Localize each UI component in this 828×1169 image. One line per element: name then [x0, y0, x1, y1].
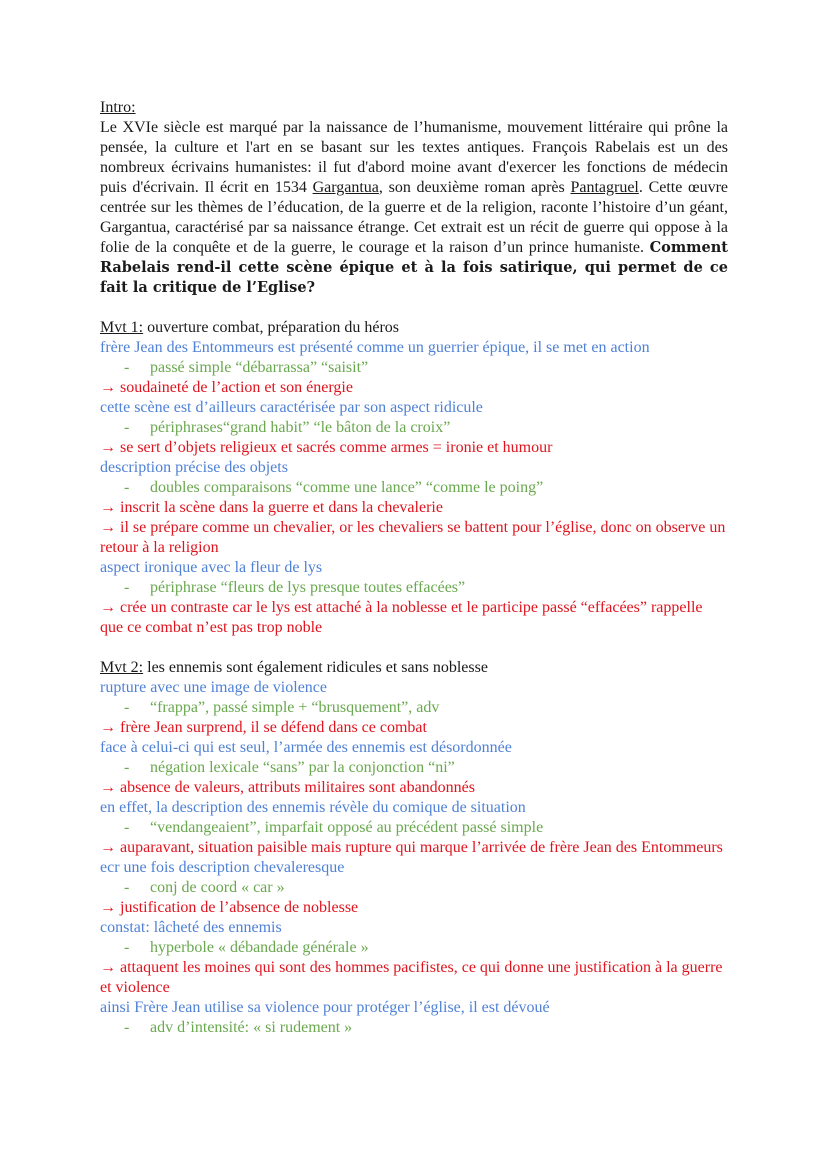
line-text: aspect ironique avec la fleur de lys [100, 559, 323, 576]
line-text: “vendangeaient”, imparfait opposé au précédent passé simple [150, 819, 544, 836]
procede-item [100, 758, 728, 778]
bullet-dash: - [124, 699, 130, 716]
line-text: négation lexicale “sans” par la conjonction “ni” [150, 759, 455, 776]
line-text: en effet, la description des ennemis révèle du comique de situation [100, 799, 526, 816]
procede-item [100, 478, 728, 498]
bullet-dash: - [124, 1019, 130, 1036]
bullet-dash: - [124, 759, 130, 776]
interpretation-line [100, 598, 728, 638]
interpretation-line [100, 958, 728, 998]
analysis-point [100, 858, 728, 878]
intro-text: Le XVIe siècle est marqué par la naissance de l’humanisme, mouvement littéraire qui prône la pensée, la culture et l'art en se basant sur les textes antiques. François Rabelais est un des nombreux écrivains humanistes: il fut d'abord moine avant d'exercer les fonctions de médecin puis d'écrivain. Il écrit en 1534 [100, 119, 728, 196]
analysis-point [100, 738, 728, 758]
line-text: description précise des objets [100, 459, 288, 476]
line-text: → auparavant, situation paisible mais rupture qui marque l’arrivée de frère Jean des Entommeurs [100, 839, 723, 856]
analysis-point [100, 798, 728, 818]
line-text: passé simple “débarrassa” “saisit” [150, 359, 369, 376]
line-text: adv d’intensité: « si rudement » [150, 1019, 353, 1036]
mvt2-lines [100, 678, 728, 1038]
document-page [100, 98, 728, 1038]
procede-item [100, 418, 728, 438]
interpretation-line [100, 378, 728, 398]
procede-item [100, 358, 728, 378]
line-text: frère Jean des Entommeurs est présenté comme un guerrier épique, il se met en action [100, 339, 650, 356]
line-text: → il se prépare comme un chevalier, or les chevaliers se battent pour l’église, donc on observe un retour à la religion [100, 519, 726, 556]
procede-item [100, 878, 728, 898]
procede-item [100, 1018, 728, 1038]
bullet-dash: - [124, 479, 130, 496]
intro-paragraph [100, 118, 728, 298]
mvt1-label: Mvt 1: [100, 319, 144, 336]
line-text: → frère Jean surprend, il se défend dans ce combat [100, 719, 427, 736]
interpretation-line [100, 498, 728, 518]
line-text: → inscrit la scène dans la guerre et dans la chevalerie [100, 499, 443, 516]
line-text: → crée un contraste car le lys est attaché à la noblesse et le participe passé “effacées” rappelle que ce combat n’est pas trop noble [100, 599, 703, 636]
analysis-point [100, 918, 728, 938]
line-text: “frappa”, passé simple + “brusquement”, adv [150, 699, 440, 716]
interpretation-line [100, 838, 728, 858]
line-text: hyperbole « débandade générale » [150, 939, 369, 956]
procede-item [100, 578, 728, 598]
problematique: Comment Rabelais rend-il cette scène épique et à la fois satirique, qui permet de ce fait la critique de l’Eglise? [100, 239, 728, 296]
bullet-dash: - [124, 819, 130, 836]
analysis-point [100, 558, 728, 578]
intro-heading: Intro: [100, 99, 136, 116]
analysis-point [100, 398, 728, 418]
interpretation-line [100, 718, 728, 738]
line-text: doubles comparaisons “comme une lance” “comme le poing” [150, 479, 544, 496]
line-text: → absence de valeurs, attributs militaires sont abandonnés [100, 779, 476, 796]
bullet-dash: - [124, 359, 130, 376]
procede-item [100, 818, 728, 838]
bullet-dash: - [124, 419, 130, 436]
line-text: périphrase “fleurs de lys presque toutes effacées” [150, 579, 466, 596]
line-text: face à celui-ci qui est seul, l’armée des ennemis est désordonnée [100, 739, 512, 756]
bullet-dash: - [124, 579, 130, 596]
procede-item [100, 938, 728, 958]
line-text: conj de coord « car » [150, 879, 285, 896]
analysis-point [100, 458, 728, 478]
intro-text: . Cette œuvre centrée sur les thèmes de l’éducation, de la guerre et de la religion, raconte l’histoire d’un géant, Gargantua, caractérisé par sa naissance étrange. Cet extrait est un récit de guerre qui oppose à la folie de la conquête et de la guerre, le courage et la raison d’un prince humaniste. [100, 179, 729, 256]
interpretation-line [100, 438, 728, 458]
line-text: ainsi Frère Jean utilise sa violence pour protéger l’église, il est dévoué [100, 999, 550, 1016]
line-text: périphrases“grand habit” “le bâton de la croix” [150, 419, 451, 436]
mvt2-heading [100, 658, 728, 678]
interpretation-line [100, 778, 728, 798]
line-text: ecr une fois description chevaleresque [100, 859, 345, 876]
analysis-point [100, 338, 728, 358]
interpretation-line [100, 518, 728, 558]
procede-item [100, 698, 728, 718]
analysis-point [100, 998, 728, 1018]
line-text: rupture avec une image de violence [100, 679, 327, 696]
line-text: → attaquent les moines qui sont des hommes pacifistes, ce qui donne une justification à la guerre et violence [100, 959, 723, 996]
mvt2-label: Mvt 2: [100, 659, 144, 676]
intro-text: , son deuxième roman après [378, 179, 571, 196]
book-title-gargantua: Gargantua [312, 179, 379, 196]
mvt1-heading [100, 318, 728, 338]
line-text: → soudaineté de l’action et son énergie [100, 379, 353, 396]
line-text: → se sert d’objets religieux et sacrés comme armes = ironie et humour [100, 439, 553, 456]
line-text: constat: lâcheté des ennemis [100, 919, 282, 936]
line-text: → justification de l’absence de noblesse [100, 899, 359, 916]
book-title-pantagruel: Pantagruel [570, 179, 639, 196]
analysis-point [100, 678, 728, 698]
mvt1-lines [100, 338, 728, 638]
bullet-dash: - [124, 879, 130, 896]
mvt2-title: les ennemis sont également ridicules et sans noblesse [143, 659, 488, 676]
bullet-dash: - [124, 939, 130, 956]
interpretation-line [100, 898, 728, 918]
line-text: cette scène est d’ailleurs caractérisée par son aspect ridicule [100, 399, 483, 416]
mvt1-title: ouverture combat, préparation du héros [143, 319, 400, 336]
